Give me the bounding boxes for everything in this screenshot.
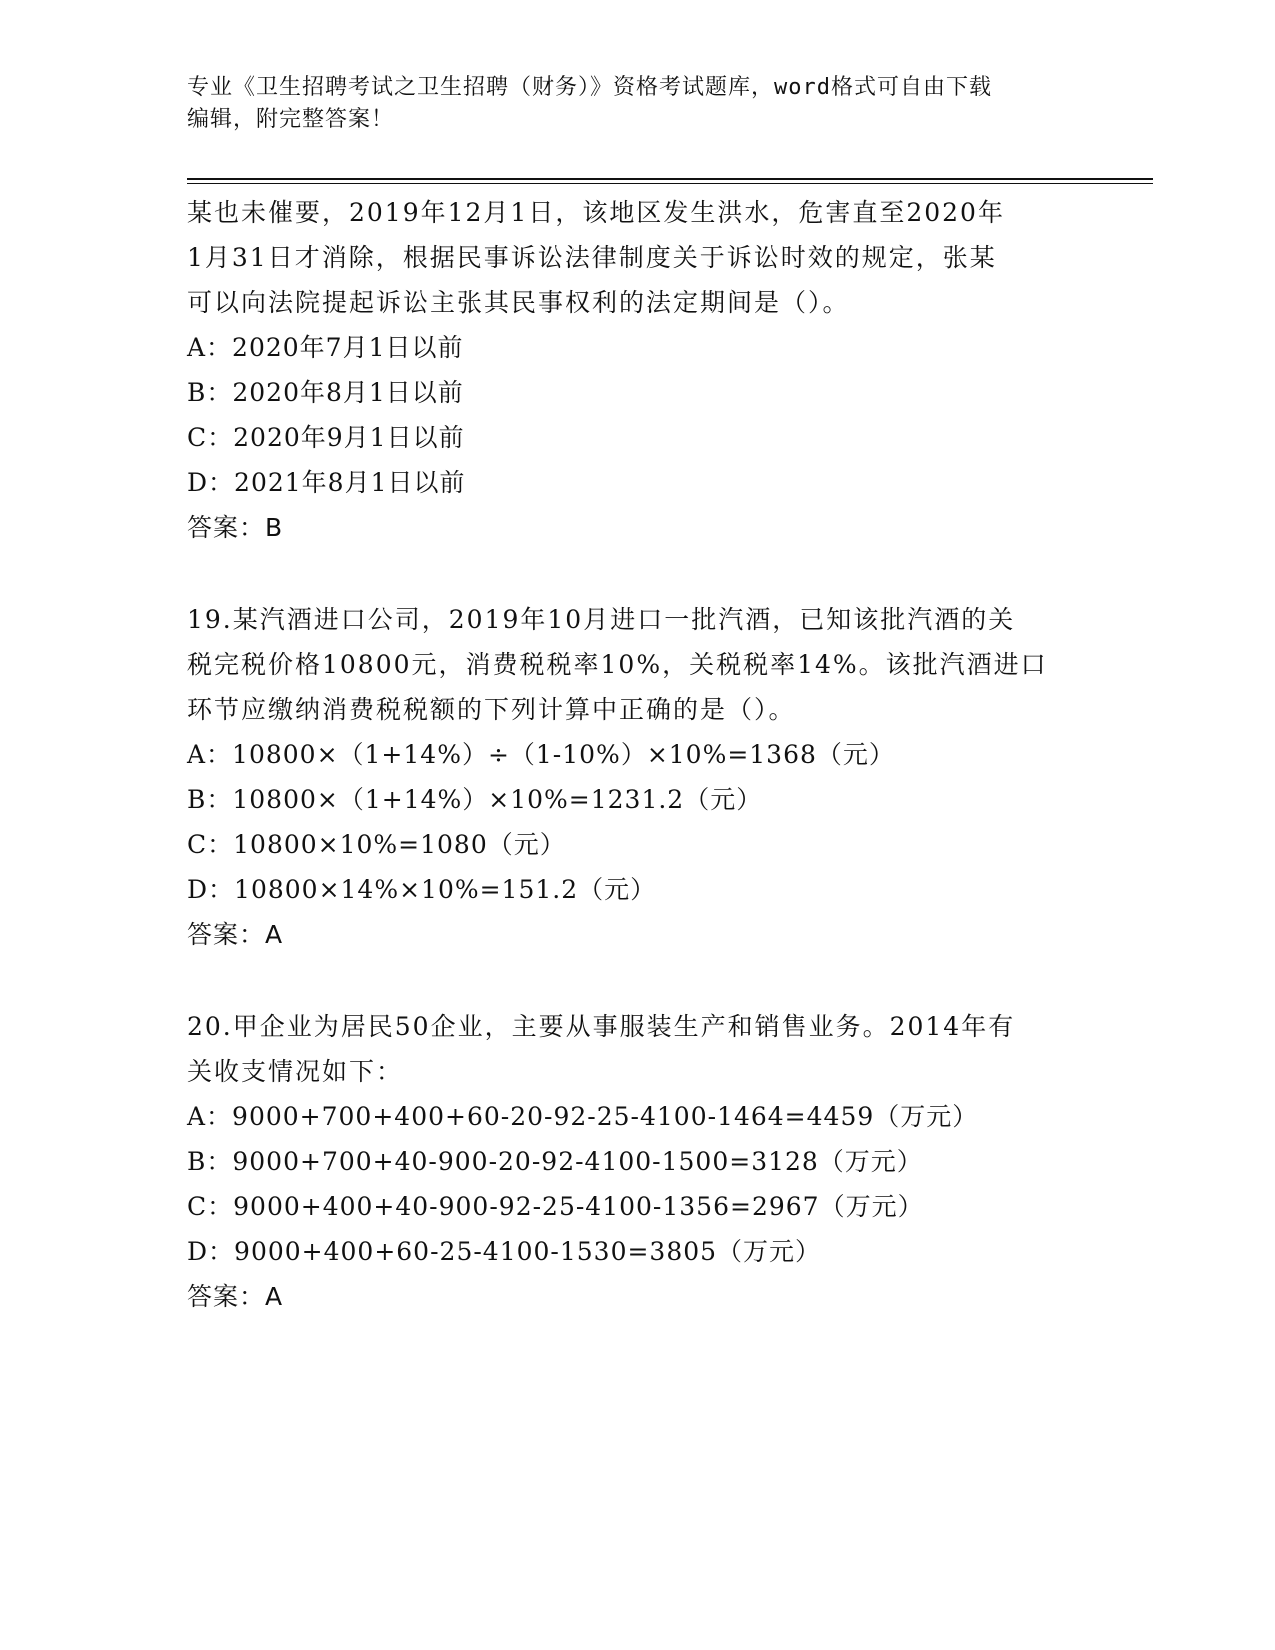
question-stem-line: 19.某汽酒进口公司，2019年10月进口一批汽酒，已知该批汽酒的关: [187, 605, 1016, 634]
question-stem-line: 税完税价格10800元，消费税税率10%，关税税率14%。该批汽酒进口: [187, 650, 1048, 679]
question-stem-line: 20.甲企业为居民50企业，主要从事服装生产和销售业务。2014年有: [187, 1012, 1016, 1041]
question-stem-line: 环节应缴纳消费税税额的下列计算中正确的是（）。: [187, 695, 796, 724]
question-18-continued: [187, 190, 1077, 550]
option-b: B：10800×（1+14%）×10%=1231.2（元）: [187, 785, 763, 814]
question-list: [187, 190, 1077, 1319]
document-header: [187, 72, 1067, 136]
header-divider-thick: [187, 178, 1153, 180]
question-19: [187, 597, 1077, 957]
question-stem-line: 可以向法院提起诉讼主张其民事权利的法定期间是（）。: [187, 288, 850, 317]
option-d: D：2021年8月1日以前: [187, 468, 466, 497]
option-a: A：10800×（1+14%）÷（1-10%）×10%=1368（元）: [187, 740, 895, 769]
question-stem-line: 关收支情况如下：: [187, 1057, 404, 1086]
question-stem-line: 某也未催要，2019年12月1日，该地区发生洪水，危害直至2020年: [187, 198, 1005, 227]
option-b: B：9000+700+40-900-20-92-4100-1500=3128（万元）: [187, 1147, 923, 1176]
answer-line: 答案：A: [187, 1282, 284, 1311]
header-line-2: 编辑，附完整答案！: [187, 107, 395, 132]
option-b: B：2020年8月1日以前: [187, 378, 464, 407]
option-c: C：9000+400+40-900-92-25-4100-1356=2967（万元）: [187, 1192, 924, 1221]
answer-line: 答案：A: [187, 920, 284, 949]
question-20: [187, 1004, 1077, 1319]
option-c: C：2020年9月1日以前: [187, 423, 465, 452]
option-d: D：10800×14%×10%=151.2（元）: [187, 875, 657, 904]
option-a: A：9000+700+400+60-20-92-25-4100-1464=4459（万元）: [187, 1102, 979, 1131]
option-a: A：2020年7月1日以前: [187, 333, 464, 362]
header-line-1: 专业《卫生招聘考试之卫生招聘（财务）》资格考试题库，word格式可自由下载: [187, 75, 992, 100]
header-divider-thin: [187, 183, 1153, 184]
answer-line: 答案：B: [187, 513, 284, 542]
option-d: D：9000+400+60-25-4100-1530=3805（万元）: [187, 1237, 822, 1266]
option-c: C：10800×10%=1080（元）: [187, 830, 566, 859]
question-stem-line: 1月31日才消除，根据民事诉讼法律制度关于诉讼时效的规定，张某: [187, 243, 997, 272]
